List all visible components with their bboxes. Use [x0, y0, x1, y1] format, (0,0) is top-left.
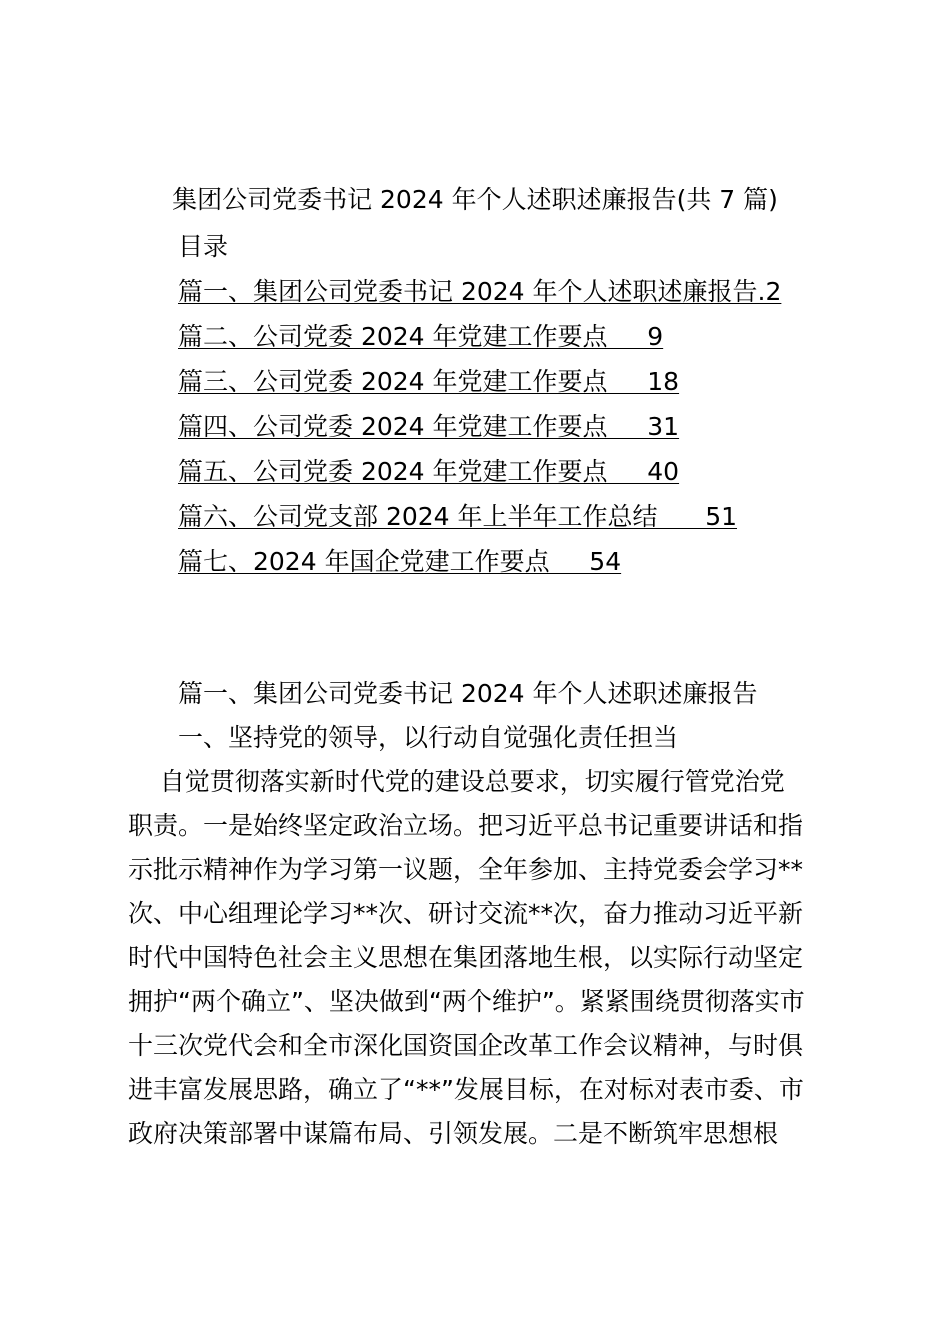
paragraph-line: 职责。一是始终坚定政治立场。把习近平总书记重要讲话和指 [128, 811, 804, 840]
toc-link[interactable]: 篇六、公司党支部 2024 年上半年工作总结 51 [178, 502, 738, 531]
toc-link[interactable]: 篇五、公司党委 2024 年党建工作要点 40 [178, 457, 680, 486]
paragraph-line: 次、中心组理论学习**次、研讨交流**次，奋力推动习近平新 [128, 899, 804, 928]
toc-link[interactable]: 篇七、2024 年国企党建工作要点 54 [178, 547, 622, 576]
section-subtitle: 一、坚持党的领导，以行动自觉强化责任担当 [178, 723, 679, 752]
toc-item-5[interactable] [178, 452, 781, 497]
document-title: 集团公司党委书记 2024 年个人述职述廉报告(共 7 篇) [172, 185, 778, 214]
paragraph-line: 自觉贯彻落实新时代党的建设总要求，切实履行管党治党 [128, 767, 785, 796]
section-title: 篇一、集团公司党委书记 2024 年个人述职述廉报告 [178, 679, 758, 708]
toc-link[interactable]: 篇四、公司党委 2024 年党建工作要点 31 [178, 412, 680, 441]
toc-link[interactable]: 篇二、公司党委 2024 年党建工作要点 9 [178, 322, 664, 351]
paragraph-line: 十三次党代会和全市深化国资国企改革工作会议精神，与时俱 [128, 1031, 804, 1060]
paragraph-line: 进丰富发展思路，确立了“**”发展目标，在对标对表市委、市 [128, 1075, 804, 1104]
toc-item-3[interactable] [178, 362, 781, 407]
toc-item-2[interactable] [178, 317, 781, 362]
table-of-contents [178, 272, 781, 587]
paragraph-line: 示批示精神作为学习第一议题，全年参加、主持党委会学习** [128, 855, 804, 884]
paragraph-line: 拥护“两个确立”、坚决做到“两个维护”。紧紧围绕贯彻落实市 [128, 987, 805, 1016]
paragraph-line: 时代中国特色社会主义思想在集团落地生根，以实际行动坚定 [128, 943, 804, 972]
toc-item-6[interactable] [178, 497, 781, 542]
paragraph-line: 政府决策部署中谋篇布局、引领发展。二是不断筑牢思想根 [128, 1119, 779, 1148]
toc-item-7[interactable] [178, 542, 781, 587]
toc-heading: 目录 [178, 232, 229, 261]
toc-item-1[interactable] [178, 272, 781, 317]
toc-link[interactable]: 篇一、集团公司党委书记 2024 年个人述职述廉报告.2 [178, 277, 782, 306]
toc-link[interactable]: 篇三、公司党委 2024 年党建工作要点 18 [178, 367, 680, 396]
toc-item-4[interactable] [178, 407, 781, 452]
body-paragraph [128, 760, 828, 1156]
